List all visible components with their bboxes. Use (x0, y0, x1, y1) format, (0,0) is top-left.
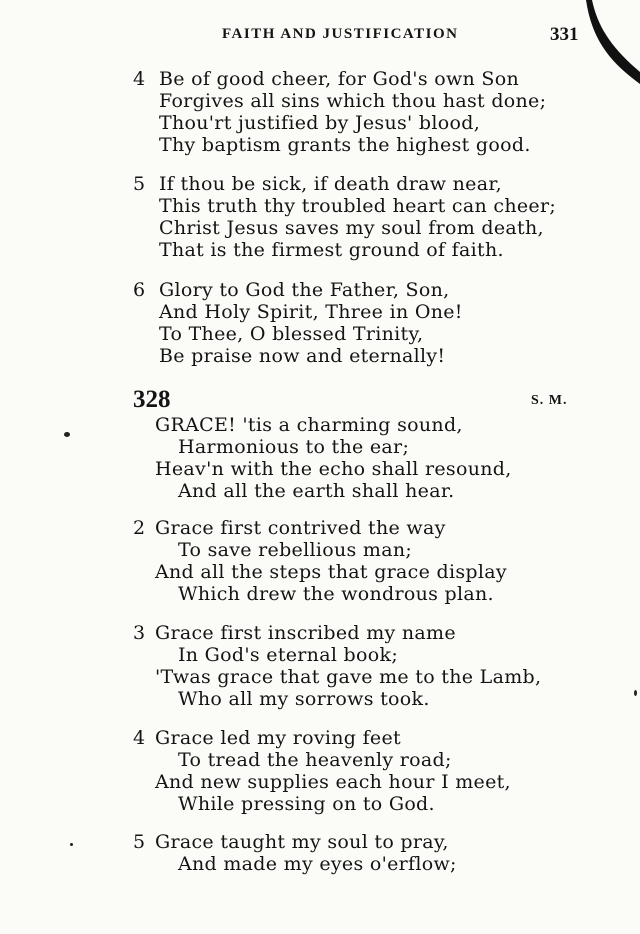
verse-line: This truth thy troubled heart can cheer; (159, 195, 557, 217)
page-header (0, 24, 640, 54)
verse-line: Harmonious to the ear; (178, 436, 410, 458)
hymn-number: 328 (133, 386, 171, 413)
stanza-number: 6 (133, 279, 146, 301)
stanza-number: 5 (133, 831, 146, 853)
running-title: FAITH AND JUSTIFICATION (222, 26, 459, 42)
verse-line: To save rebellious man; (178, 539, 413, 561)
verse-line: To Thee, O blessed Trinity, (159, 323, 424, 345)
verse-line: Christ Jesus saves my soul from death, (159, 217, 544, 239)
verse-line: Be of good cheer, for God's own Son (159, 68, 519, 90)
verse-line: If thou be sick, if death draw near, (159, 173, 502, 195)
verse-line: Grace taught my soul to pray, (155, 831, 449, 853)
stanza-number: 2 (133, 517, 146, 539)
verse-line: GRACE! 'tis a charming sound, (155, 414, 463, 436)
stanza-number: 5 (133, 173, 146, 195)
verse-line: And all the steps that grace display (155, 561, 507, 583)
verse-line: Thy baptism grants the highest good. (159, 134, 531, 156)
ink-speck (634, 690, 637, 696)
verse-line: Grace led my roving feet (155, 727, 401, 749)
verse-line: And Holy Spirit, Three in One! (159, 301, 463, 323)
stanza-number: 4 (133, 68, 146, 90)
verse-line: And made my eyes o'erflow; (178, 853, 457, 875)
verse-line: And new supplies each hour I meet, (155, 771, 511, 793)
verse-line: Glory to God the Father, Son, (159, 279, 450, 301)
hymn-meter: S. M. (531, 393, 568, 408)
ink-speck (70, 843, 73, 846)
verse-line: In God's eternal book; (178, 644, 399, 666)
verse-line: Grace first inscribed my name (155, 622, 456, 644)
verse-line: To tread the heavenly road; (178, 749, 452, 771)
ink-speck (64, 432, 70, 437)
verse-line: 'Twas grace that gave me to the Lamb, (155, 666, 542, 688)
verse-line: That is the firmest ground of faith. (159, 239, 504, 261)
verse-line: Grace first contrived the way (155, 517, 446, 539)
verse-line: Heav'n with the echo shall resound, (155, 458, 512, 480)
stanza-number: 3 (133, 622, 146, 644)
verse-line: Thou'rt justified by Jesus' blood, (159, 112, 481, 134)
verse-line: Which drew the wondrous plan. (178, 583, 494, 605)
verse-line: Be praise now and eternally! (159, 345, 446, 367)
page-number: 331 (550, 24, 579, 45)
verse-line: While pressing on to God. (178, 793, 435, 815)
page-corner-curl-mark (580, 0, 640, 95)
verse-line: Forgives all sins which thou hast done; (159, 90, 547, 112)
verse-line: Who all my sorrows took. (178, 688, 430, 710)
verse-line: And all the earth shall hear. (178, 480, 455, 502)
stanza-number: 4 (133, 727, 146, 749)
